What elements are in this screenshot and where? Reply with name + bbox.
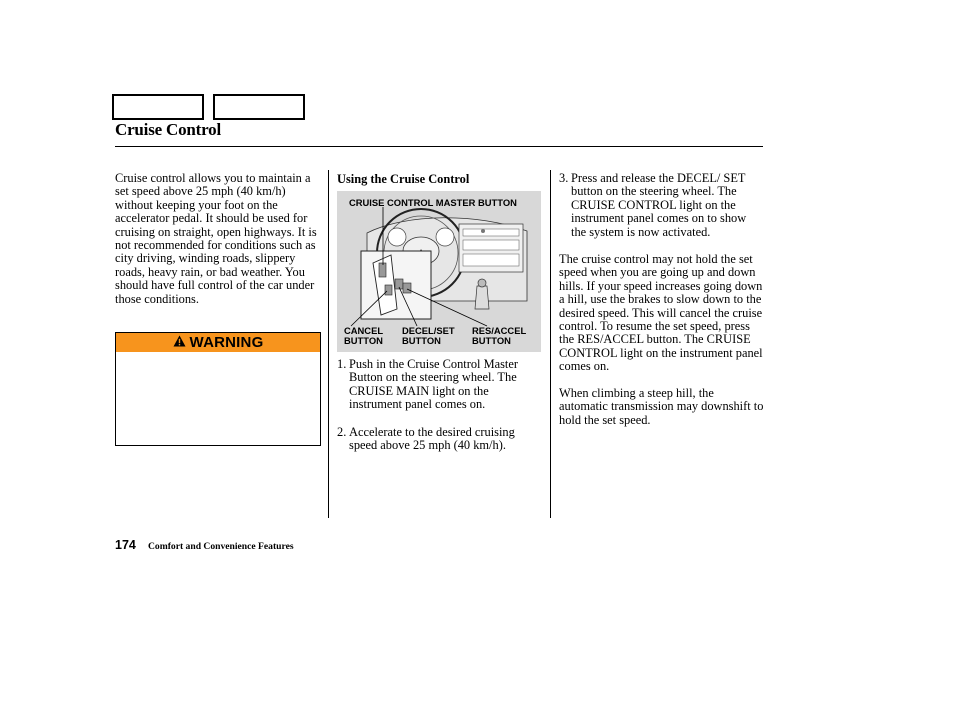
right-column — [559, 172, 764, 440]
note-paragraph: The cruise control may not hold the set speed when you are going up and down hills. If your speed increases going down a hill, use the brakes to slow down to the desired speed. This will cancel the cruise control. To resume the set speed, press the RES/ACCEL button. The CRUISE CONTROL light on the instrument panel comes on. — [559, 252, 763, 374]
figure-label-decel-set-button: DECEL/SET BUTTON — [402, 325, 455, 346]
figure-label-res-accel-button: RES/ACCEL BUTTON — [472, 325, 527, 346]
intro-paragraph: Cruise control allows you to maintain a set speed above 25 mph (40 km/h) without keeping your foot on the accelerator pedal. It should be used for cruising on straight, open highways. It is not recommended for conditions such as city driving, winding roads, slippery roads, heavy rain, or bad weather. You should have full control of the car under those conditions. — [115, 171, 317, 306]
step-text: Accelerate to the desired cruising speed above 25 mph (40 km/h). — [349, 424, 515, 453]
step-number: 2. — [337, 424, 347, 439]
warning-label: WARNING — [189, 334, 264, 351]
page-title: Cruise Control — [115, 120, 221, 139]
warning-triangle-icon — [173, 334, 186, 351]
page-number: 174 — [115, 538, 136, 552]
section-heading: Using the Cruise Control — [337, 172, 470, 186]
warning-header — [116, 333, 320, 352]
nav-tab-box-2[interactable] — [213, 94, 305, 120]
note-paragraph: When climbing a steep hill, the automatic transmission may downshift to hold the set speed. — [559, 385, 764, 427]
step-number: 1. — [337, 357, 347, 371]
step-text: Press and release the DECEL/ SET button on the steering wheel. The CRUISE CONTROL light on the instrument panel comes on to show the system is now activated. — [571, 171, 747, 239]
step-number: 3. — [559, 171, 569, 185]
nav-tab-box-1[interactable] — [112, 94, 204, 120]
figure-label-cancel-button: CANCEL BUTTON — [344, 325, 384, 346]
step-text: Push in the Cruise Control Master Button on the steering wheel. The CRUISE MAIN light on the instrument panel comes on. — [349, 357, 518, 412]
warning-box — [115, 332, 321, 446]
figure-label-master-button: CRUISE CONTROL MASTER BUTTON — [349, 197, 517, 208]
column-divider-left — [328, 170, 329, 518]
list-item — [337, 426, 542, 453]
list-item — [559, 172, 764, 239]
title-rule — [115, 146, 763, 147]
column-divider-right — [550, 170, 551, 518]
cruise-control-figure — [337, 191, 541, 352]
steps-list-1-2 — [337, 358, 542, 466]
section-name: Comfort and Convenience Features — [148, 541, 294, 552]
list-item — [337, 358, 542, 412]
